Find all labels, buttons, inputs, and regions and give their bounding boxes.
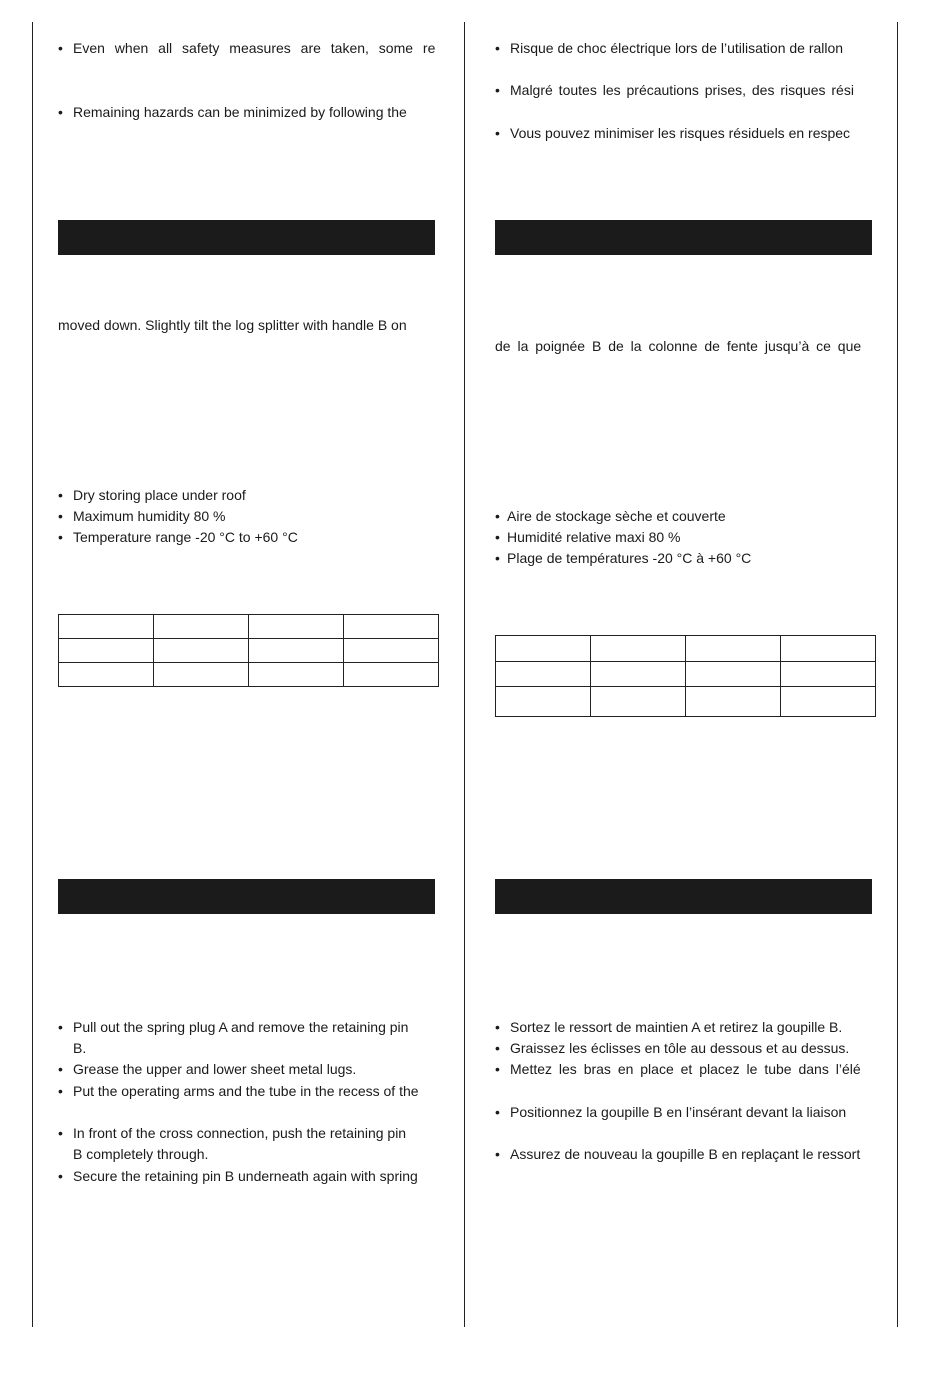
storage-bullet: • Temperature range -20 °C to +60 °C [58, 527, 435, 548]
assembly-text: de la poignée B de la colonne de fente jusqu’à ce que [495, 338, 862, 354]
hazard-bullet: • Vous pouvez minimiser les risques résiduels en respec [495, 123, 872, 144]
section-header-bar [495, 879, 872, 914]
table-cell [344, 639, 439, 663]
table-cell [154, 639, 249, 663]
hazard-bullet: • Remaining hazards can be minimized by following the [58, 102, 435, 123]
hazard-bullet: • Even when all safety measures are taken, some re [58, 38, 435, 59]
hazard-bullet: • Risque de choc électrique lors de l’utilisation de rallon [495, 38, 872, 59]
spec-table [495, 635, 876, 717]
table-cell [686, 636, 781, 662]
storage-bullet: • Maximum humidity 80 % [58, 506, 435, 527]
spec-table [58, 614, 439, 687]
storage-bullet: • Aire de stockage sèche et couverte [495, 506, 872, 527]
left-margin-rule [32, 22, 33, 1327]
table-cell [249, 615, 344, 639]
table-cell [59, 639, 154, 663]
step-bullet: • Secure the retaining pin B underneath again with spring [58, 1166, 435, 1187]
step-bullet: • Grease the upper and lower sheet metal lugs. [58, 1059, 435, 1080]
table-cell [59, 615, 154, 639]
hazard-bullet: • Malgré toutes les précautions prises, des risques rési [495, 80, 872, 101]
section-header-bar [495, 220, 872, 255]
step-bullet: • Sortez le ressort de maintien A et retirez la goupille B. [495, 1017, 872, 1038]
table-cell [59, 663, 154, 687]
storage-bullet: • Dry storing place under roof [58, 485, 435, 506]
table-cell [591, 636, 686, 662]
step-bullet: • In front of the cross connection, push the retaining pin [58, 1123, 435, 1144]
step-continuation: B. [73, 1040, 87, 1056]
table-cell [344, 615, 439, 639]
table-cell [249, 663, 344, 687]
step-bullet: • Graissez les éclisses en tôle au dessous et au dessus. [495, 1038, 872, 1059]
step-continuation: B completely through. [73, 1146, 209, 1162]
table-cell [591, 686, 686, 716]
table-cell [154, 663, 249, 687]
table-cell [496, 686, 591, 716]
step-bullet: • Mettez les bras en place et placez le tube dans l’élé [495, 1059, 872, 1080]
step-bullet: • Positionnez la goupille B en l’insérant devant la liaison [495, 1102, 872, 1123]
section-header-bar [58, 220, 435, 255]
table-cell [496, 662, 591, 686]
center-column-rule [464, 22, 465, 1327]
table-cell [344, 663, 439, 687]
table-cell [591, 662, 686, 686]
section-header-bar [58, 879, 435, 914]
step-bullet: • Assurez de nouveau la goupille B en replaçant le ressort [495, 1144, 872, 1165]
table-cell [781, 686, 876, 716]
table-cell [496, 636, 591, 662]
table-cell [686, 662, 781, 686]
table-cell [686, 686, 781, 716]
storage-bullet: • Plage de températures -20 °C à +60 °C [495, 548, 872, 569]
table-cell [781, 636, 876, 662]
table-cell [154, 615, 249, 639]
step-bullet: • Put the operating arms and the tube in the recess of the [58, 1081, 435, 1102]
table-cell [249, 639, 344, 663]
storage-bullet: • Humidité relative maxi 80 % [495, 527, 872, 548]
table-cell [781, 662, 876, 686]
right-margin-rule [897, 22, 898, 1327]
step-bullet: • Pull out the spring plug A and remove the retaining pin [58, 1017, 435, 1038]
assembly-text: moved down. Slightly tilt the log splitter with handle B on [58, 317, 407, 333]
